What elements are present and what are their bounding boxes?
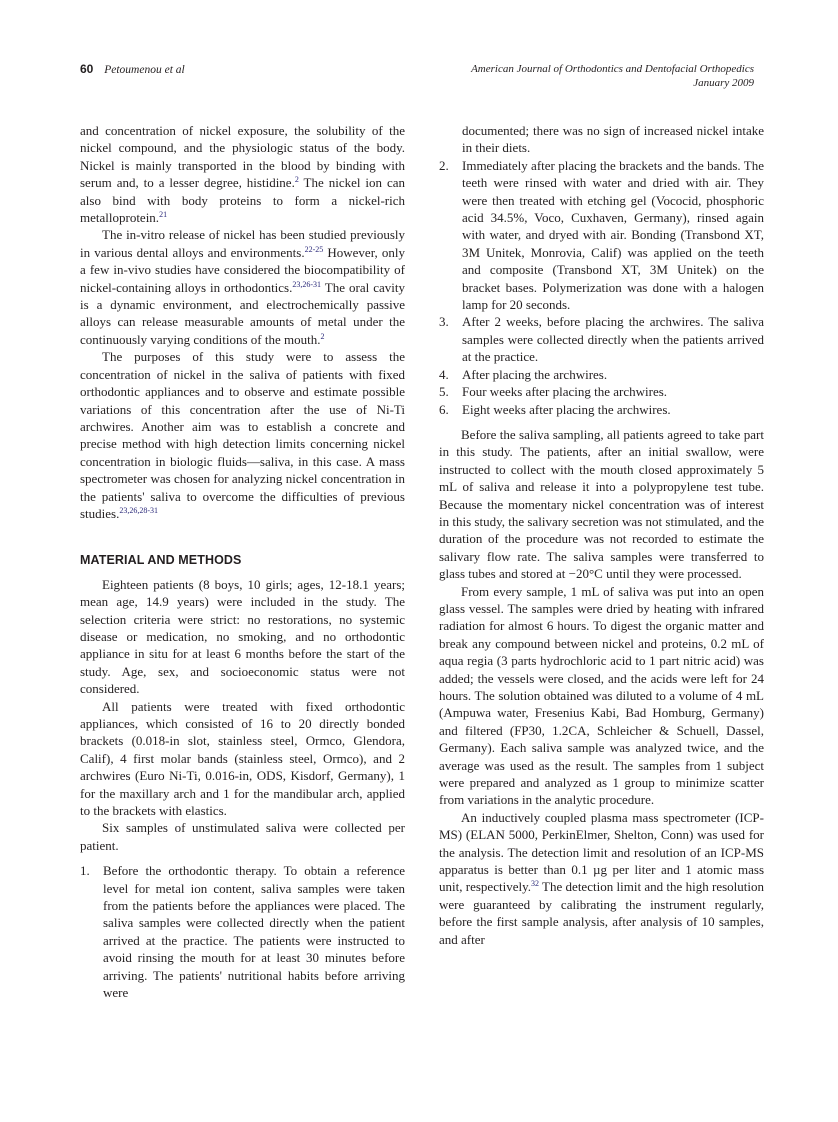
list-number: 3. [439, 314, 449, 330]
list-text: After 2 weeks, before placing the archwires. The saliva samples were collected directly when the patients arrived at the practice. [462, 314, 764, 365]
paragraph [80, 348, 405, 522]
citation[interactable]: 2 [294, 175, 299, 185]
sample-list [80, 862, 405, 1001]
list-item [80, 862, 405, 1001]
issue-date: January 2009 [693, 77, 754, 89]
list-number: 6. [439, 401, 449, 417]
paragraph: Before the saliva sampling, all patients agreed to take part in this study. The patients, after an initial swallow, were instructed to collect with the mouth closed approximately 5 mL of saliva and release it into a polypropylene test tube. Because the momentary nickel concentration was of interest in this study, the salivary secretion was not stimulated, and the duration of the procedure was not recorded to estimate the salivary flow rate. The saliva samples were transferred to glass tubes and stored at −20°C until they were processed. [439, 426, 764, 582]
journal-info [471, 62, 754, 90]
paragraph: Six samples of unstimulated saliva were collected per patient. [80, 820, 405, 853]
right-column [439, 122, 764, 948]
journal-title: American Journal of Orthodontics and Dentofacial Orthopedics [471, 63, 754, 75]
list-number: 5. [439, 384, 449, 400]
paragraph [80, 226, 405, 348]
list-text: documented; there was no sign of increased nickel intake in their diets. [462, 123, 764, 156]
list-text: Before the orthodontic therapy. To obtain a reference level for metal ion content, saliva samples were taken from the patients before the appliances were placed. The saliva samples were collected directly when the patient arrived at the practice. The patients were instructed to avoid rinsing the mouth for at least 30 minutes before arriving. The patients' nutritional habits before arriving were [103, 863, 405, 1001]
list-text: After placing the archwires. [462, 366, 608, 382]
sample-list-continued [439, 122, 764, 418]
section-heading: MATERIAL AND METHODS [80, 553, 242, 568]
citation[interactable]: 23,26-31 [292, 279, 322, 289]
list-number: 2. [439, 157, 449, 173]
text: However, only a few in-vivo studies have considered the biocompatibility of nickel-containing alloys in orthodontics. [80, 244, 405, 295]
left-column [80, 122, 405, 1002]
page-number: 60 [80, 62, 94, 76]
list-text: Eight weeks after placing the archwires. [462, 401, 671, 417]
paragraph: From every sample, 1 mL of saliva was put into an open glass vessel. The samples were dried by heating with infrared radiation for almost 6 hours. To digest the organic matter and break any compound between nickel and proteins, 0.2 mL of aqua regia (3 parts hydrochloric acid to 1 part nitric acid) was added; the vessels were closed, and the acids were left for 24 hours. The solution obtained was diluted to a volume of 4 mL (Ampuwa water, Fresenius Kabi, Bad Homburg, Germany) and filtered (FP30, 1.2CA, Schleicher & Schuell, Dassel, Germany). Each saliva sample was analyzed twice, and the average was used as the result. The samples from 1 subject were prepared and analyzed as 1 group to minimize scatter from variations in the analytic procedure. [439, 583, 764, 808]
citation[interactable]: 21 [159, 210, 168, 220]
running-authors: Petoumenou et al [104, 64, 185, 76]
list-item [439, 313, 764, 365]
list-item-continued [439, 122, 764, 157]
citation[interactable]: 23,26,28-31 [119, 505, 159, 515]
text: The purposes of this study were to assess the concentration of nickel in the saliva of patients with fixed orthodontic appliances and to observe and estimate possible variations of this concentration after the use of Ni-Ti archwires. Another aim was to establish a concrete and precise method with high detection limits concerning nickel concentration in biologic fluids—saliva, in this case. A mass spectrometer was chosen for analyzing nickel concentration in the patients' saliva to overcome the difficulties of previous studies. [80, 349, 405, 521]
citation[interactable]: 22-25 [304, 244, 324, 254]
text: The nickel ion can also bind with body proteins to form a nickel-rich metalloprotein. [80, 175, 405, 226]
paragraph: Eighteen patients (8 boys, 10 girls; ages, 12-18.1 years; mean age, 14.9 years) were included in the study. The selection criteria were strict: no restorations, no systemic disease or medication, no smoking, and no orthodontic appliance in situ for at least 6 months before the start of the study. Age, sex, and socioeconomic status were not considered. [80, 576, 405, 697]
paragraph: All patients were treated with fixed orthodontic appliances, which consisted of 16 to 20 directly bonded brackets (0.018-in slot, stainless steel, Ormco, Glendora, Calif), 4 first molar bands (stainless steel, Ormco), and 2 archwires (Euro Ni-Ti, 0.016-in, ODS, Kisdorf, Germany), 1 for the maxillary arch and 1 for the mandibular arch, applied to the brackets with elastics. [80, 698, 405, 819]
list-text: Four weeks after placing the archwires. [462, 384, 668, 400]
citation[interactable]: 2 [320, 331, 325, 341]
paragraph [439, 809, 764, 948]
running-header [80, 62, 754, 89]
list-item [439, 401, 764, 418]
paragraph [80, 122, 405, 226]
text: and concentration of nickel exposure, the solubility of the nickel compound, and the physiologic status of the body. Nickel is mainly transported in the blood by binding with serum and, to a lesser degree, histidine. [80, 123, 405, 191]
text: The oral cavity is a dynamic environment, and electrochemically passive alloys can release measurable amounts of metal under the continuously varying conditions of the mouth. [80, 279, 405, 347]
list-number: 4. [439, 366, 449, 382]
citation[interactable]: 32 [530, 879, 539, 889]
text: The detection limit and the high resolution were guaranteed by calibrating the instrument regularly, before the first sample analysis, after analysis of 10 samples, and after [439, 879, 764, 947]
list-number: 1. [80, 863, 90, 879]
list-text: Immediately after placing the brackets and the bands. The teeth were rinsed with water and dried with air. They were then treated with etching gel (Vococid, phosphoric acid 34.5%, Voco, Cuxhaven, Germany), rinsed again with water, and dryed with air. Bonding (Transbond XT, 3M Unitek, Monrovia, Calif) was applied on the teeth and composite (Transbond XT, 3M Unitek) on the bracket bases. Polymerization was done with a halogen lamp for 20 seconds. [462, 157, 764, 313]
text: The in-vitro release of nickel has been studied previously in various dental alloys and environments. [80, 227, 405, 260]
list-item [439, 383, 764, 400]
list-item [439, 157, 764, 314]
list-item [439, 366, 764, 383]
text: An inductively coupled plasma mass spectrometer (ICP-MS) (ELAN 5000, PerkinElmer, Shelton, Conn) was used for the analysis. The detection limit and resolution of an ICP-MS apparatus is better than 0.1 µg per liter and 1 atomic mass unit, respectively. [439, 809, 764, 895]
